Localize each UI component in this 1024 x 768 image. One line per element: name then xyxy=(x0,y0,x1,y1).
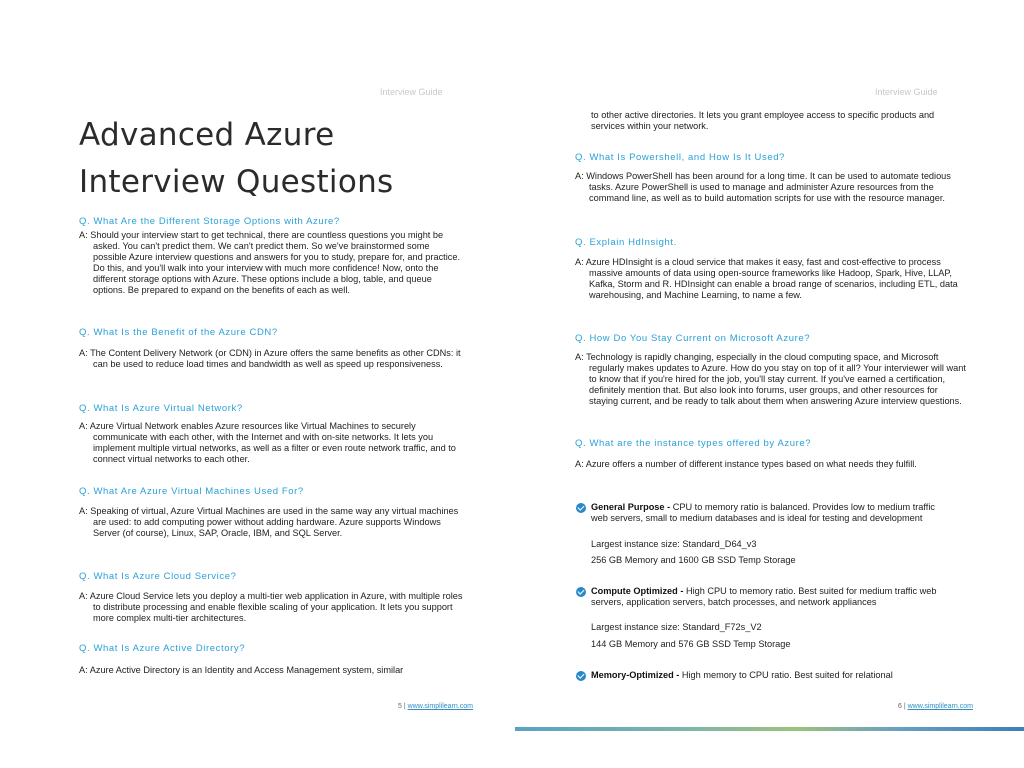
check-circle-icon xyxy=(576,671,586,681)
question-virtual-network: Q. What Is Azure Virtual Network? xyxy=(79,403,243,414)
answer-azure-cdn: A: The Content Delivery Network (or CDN) in Azure offers the same benefits as other CDNs: it can be used to reduce load times and bandwidth as well as speed up responsiveness. xyxy=(79,348,461,370)
page-number: 6 | xyxy=(898,703,908,710)
bullet-text: CPU to memory ratio is balanced. Provides low to medium traffic web servers, small to medium databases and is ideal for testing and development xyxy=(591,502,935,524)
bullet-largest-size: Largest instance size: Standard_D64_v3 xyxy=(591,539,757,549)
page-header: Interview Guide xyxy=(380,87,443,97)
continued-answer: to other active directories. It lets you grant employee access to specific products and services within your network. xyxy=(591,110,935,132)
answer-powershell: A: Windows PowerShell has been around for a long time. It can be used to automate tedious tasks. Azure PowerShell is used to manage and administer Azure resources from the command line, as well as to build automation scripts for use with the resource manager. xyxy=(575,171,951,204)
page-number: 5 | xyxy=(398,703,408,710)
answer-virtual-network: A: Azure Virtual Network enables Azure resources like Virtual Machines to securely communicate with each other, with the Internet and with on-site networks. It lets you implement multiple virtual networks, as well as a filter or even route network traffic, and to connect virtual networks to each other. xyxy=(79,421,456,465)
question-powershell: Q. What Is Powershell, and How Is It Used? xyxy=(575,152,785,163)
check-circle-icon xyxy=(576,587,586,597)
bullet-text: High memory to CPU ratio. Best suited for relational xyxy=(681,670,893,680)
title-line-1: Advanced Azure xyxy=(79,117,335,153)
bullet-compute-optimized xyxy=(591,586,951,608)
bullet-storage: 256 GB Memory and 1600 GB SSD Temp Storage xyxy=(591,555,796,565)
answer-hdinsight: A: Azure HDInsight is a cloud service that makes it easy, fast and cost-effective to process massive amounts of data using open-source frameworks like Hadoop, Spark, Hive, LLAP, Kafka, Storm and R. HDInsight can enable a broad range of scenarios, including ETL, data warehousing, and Machine Learning, to name a few. xyxy=(575,257,958,301)
question-stay-current: Q. How Do You Stay Current on Microsoft Azure? xyxy=(575,333,811,344)
answer-stay-current: A: Technology is rapidly changing, especially in the cloud computing space, and Microsoft regularly makes updates to Azure. How do you stay on top of it all? Your interviewer will want to know that if you're hired for the job, you'll stay current. If you've earned a certification, definitely mention that. But also look into forums, user groups, and other resources for staying current, and be ready to talk about them when answering Azure interview questions. xyxy=(575,352,966,407)
bullet-heading: Memory-Optimized - xyxy=(591,670,682,680)
answer-active-directory: A: Azure Active Directory is an Identity and Access Management system, similar xyxy=(79,665,404,675)
bullet-memory-optimized xyxy=(591,670,961,681)
question-instance-types: Q. What are the instance types offered by Azure? xyxy=(575,438,812,449)
question-active-directory: Q. What Is Azure Active Directory? xyxy=(79,643,246,654)
answer-instance-types: A: Azure offers a number of different instance types based on what needs they fulfill. xyxy=(575,459,917,469)
bullet-heading: Compute Optimized - xyxy=(591,586,686,596)
question-virtual-machines: Q. What Are Azure Virtual Machines Used For? xyxy=(79,486,304,497)
question-azure-cdn: Q. What Is the Benefit of the Azure CDN? xyxy=(79,327,278,338)
answer-virtual-machines: A: Speaking of virtual, Azure Virtual Machines are used in the same way any virtual machines are used: to add computing power without adding hardware. Azure supports Windows Server (of course), Linux, SAP, Oracle, IBM, and SQL Server. xyxy=(79,506,459,539)
question-hdinsight: Q. Explain HdInsight. xyxy=(575,237,677,248)
footer-link[interactable]: www.simplilearn.com xyxy=(907,703,973,710)
question-storage-options: Q. What Are the Different Storage Options with Azure? xyxy=(79,216,340,227)
check-circle-icon xyxy=(576,503,586,513)
page-header: Interview Guide xyxy=(875,87,938,97)
bullet-largest-size: Largest instance size: Standard_F72s_V2 xyxy=(591,622,762,632)
bullet-text: High CPU to memory ratio. Best suited for medium traffic web servers, application servers, batch processes, and network appliances xyxy=(591,586,937,608)
right-page xyxy=(512,0,1024,768)
footer-link[interactable]: www.simplilearn.com xyxy=(407,703,473,710)
question-cloud-service: Q. What Is Azure Cloud Service? xyxy=(79,571,237,582)
page-footer xyxy=(898,703,973,710)
answer-storage-options: A: Should your interview start to get technical, there are countless questions you might be asked. You can't predict them. We can't predict them. So we've brainstormed some possible Azure interview questions and answers for you to study, prepare for, and practice. Do this, and you'll walk into your interview with much more confidence! Now, onto the different storage options with Azure. These options include a blog, table, and queue options. Be prepared to expand on the benefits of each as well. xyxy=(79,230,461,296)
title-line-2: Interview Questions xyxy=(79,164,394,200)
page-title xyxy=(79,112,394,206)
bullet-storage: 144 GB Memory and 576 GB SSD Temp Storage xyxy=(591,639,791,649)
bullet-general-purpose xyxy=(591,502,951,524)
page-footer xyxy=(398,703,473,710)
answer-cloud-service: A: Azure Cloud Service lets you deploy a multi-tier web application in Azure, with multiple roles to distribute processing and enable flexible scaling of your application. It lets you support more complex multi-tier architectures. xyxy=(79,591,463,624)
bullet-heading: General Purpose - xyxy=(591,502,673,512)
footer-color-stripe xyxy=(515,727,1024,731)
